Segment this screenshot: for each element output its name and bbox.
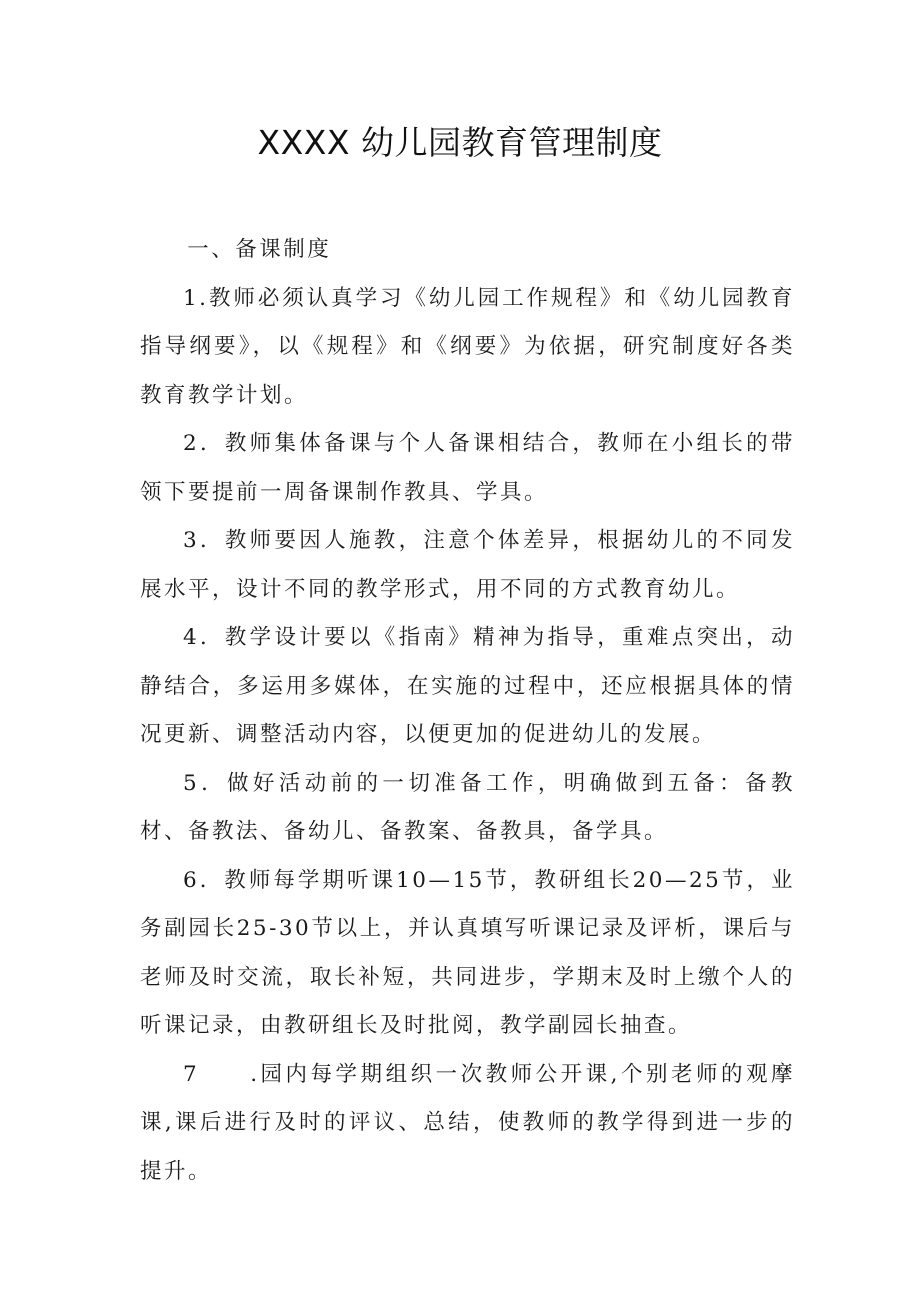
paragraph-item-4: 4．教学设计要以《指南》精神为指导，重难点突出，动静结合，多运用多媒体，在实施的过程中，还应根据具体的情况更新、调整活动内容，以便更加的促进幼儿的发展。 [140,625,795,747]
section-heading: 一、备课制度 [187,237,332,262]
paragraph-item-7: 7 .园内每学期组织一次教师公开课,个别老师的观摩课,课后进行及时的评议、总结，使教师的教学得到进一步的提升。 [140,1061,795,1184]
paragraph-item-3: 3．教师要因人施教，注意个体差异，根据幼儿的不同发展水平，设计不同的教学形式，用不同的方式教育幼儿。 [140,528,795,602]
document-title: XXXX 幼儿园教育管理制度 [257,123,663,162]
paragraph-item-5: 5．做好活动前的一切准备工作，明确做到五备：备教材、备教法、备幼儿、备教案、备教具，备学具。 [140,770,795,844]
document-body [140,226,795,1196]
paragraph-item-6: 6．教师每学期听课10—15节，教研组长20—25节，业务副园长25-30节以上，并认真填写听课记录及评析，课后与老师及时交流，取长补短，共同进步，学期末及时上缴个人的听课记录，由教研组长及时批阅，教学副园长抽查。 [140,867,795,1038]
paragraph-item-1: 1.教师必须认真学习《幼儿园工作规程》和《幼儿园教育指导纲要》，以《规程》和《纲要》为依据，研究制度好各类教育教学计划。 [140,285,795,408]
paragraph-item-2: 2．教师集体备课与个人备课相结合，教师在小组长的带领下要提前一周备课制作教具、学具。 [140,431,795,505]
